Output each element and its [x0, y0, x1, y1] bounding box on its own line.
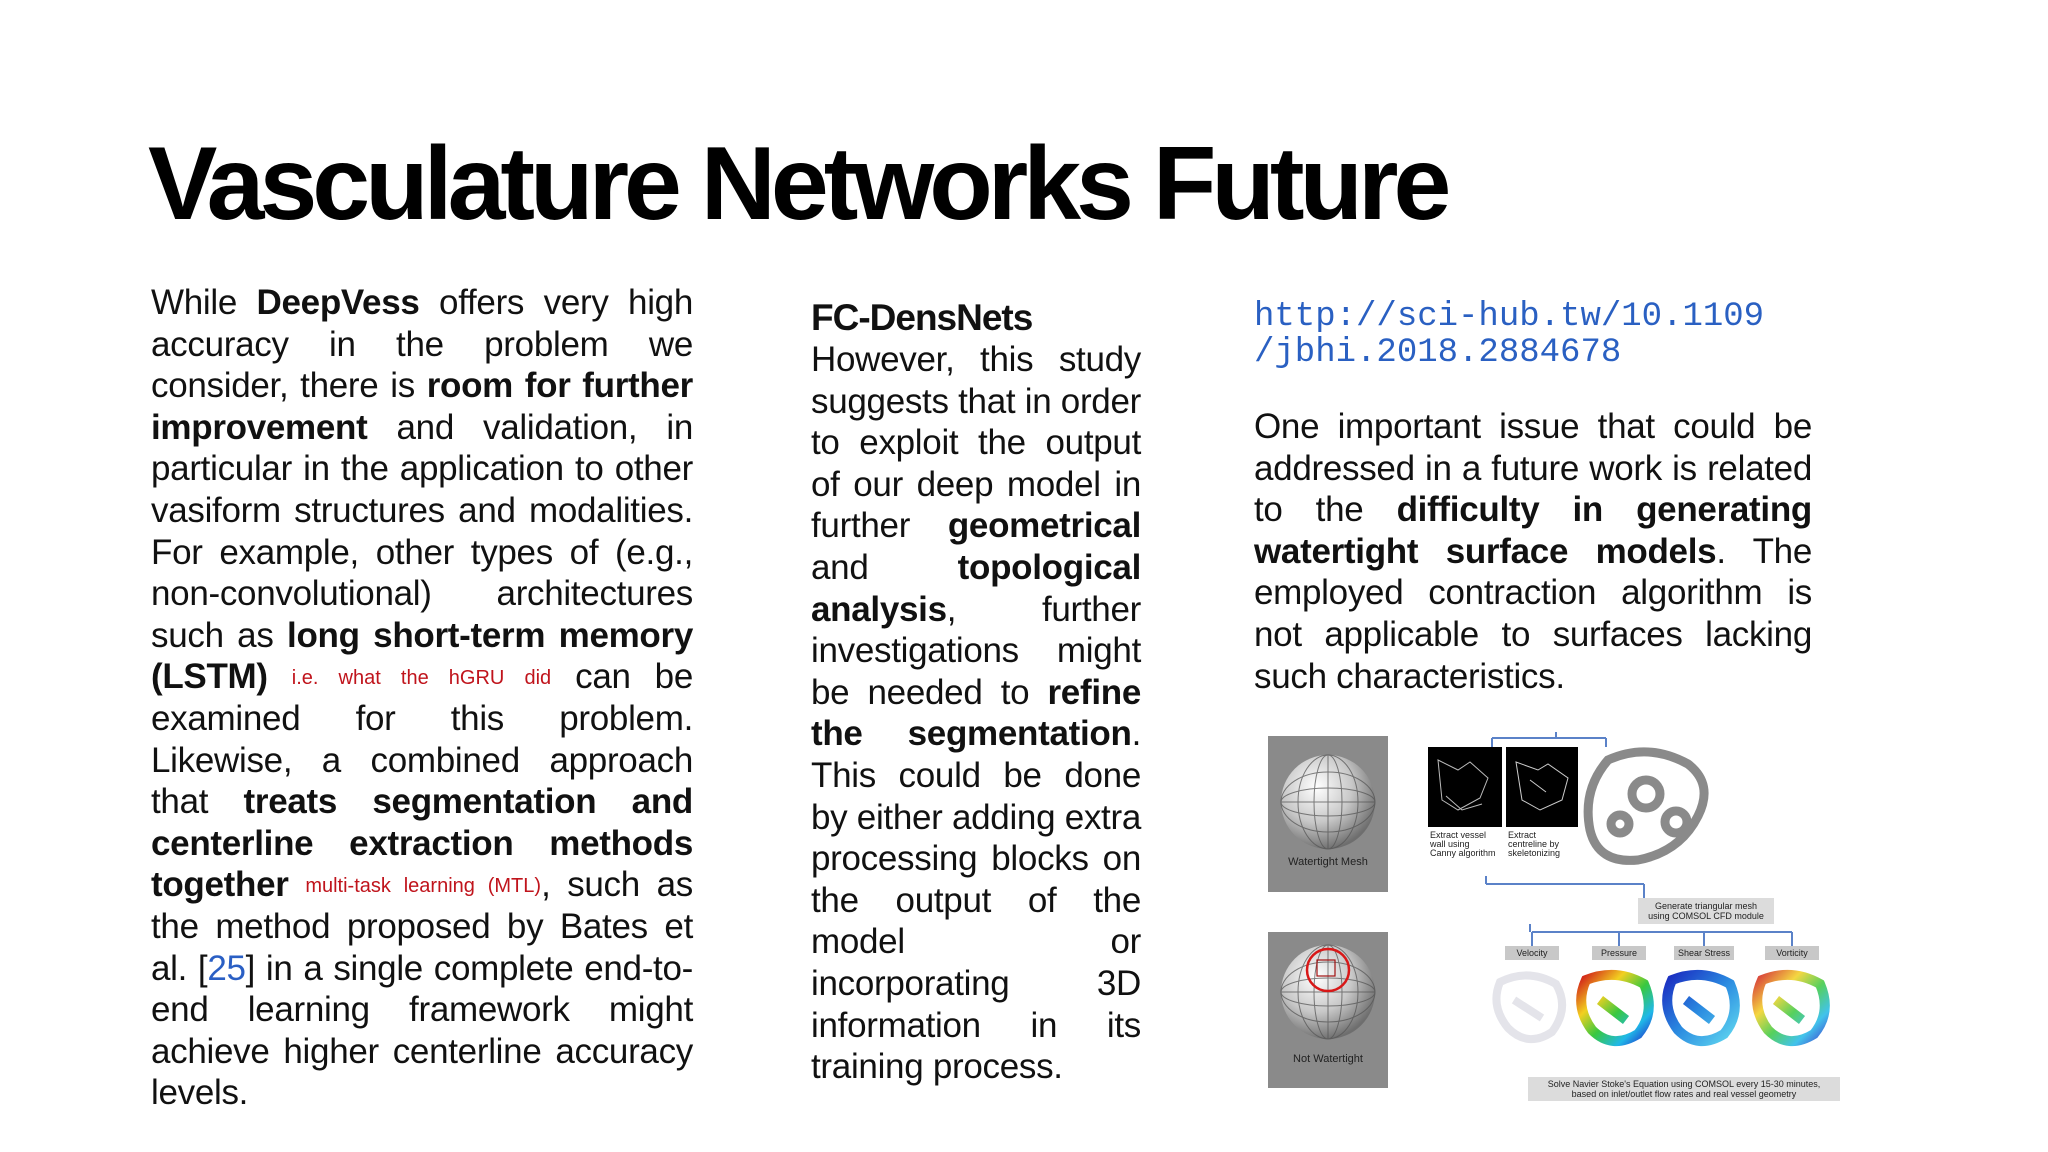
cfd-result-images [1496, 975, 1824, 1041]
slide-title: Vasculature Networks Future [148, 126, 1447, 242]
bold-phrase: long short-term memory (LSTM) [151, 615, 693, 697]
url-line: http://sci-hub.tw/10.1109 [1254, 298, 1765, 336]
text-column-deepvess [151, 282, 693, 1114]
cfd-label-velocity: Velocity [1516, 948, 1548, 958]
cfd-panel-labels [1505, 946, 1819, 960]
bold-phrase: difficulty in generating watertight surface models [1254, 490, 1812, 571]
text-run: and validation, in particular in the application to other vasiform structures and modalities. For example, other types of (e.g., non-convolutional) architectures such as [151, 407, 693, 655]
step-label: Generate triangular mesh using COMSOL CFD module [1648, 901, 1764, 921]
citation-link[interactable]: 25 [207, 948, 246, 988]
text-run: , such as the method proposed by Bates et al. [ [151, 865, 693, 988]
annotation-note: multi-task learning (MTL) [305, 875, 542, 898]
cfd-label-shear-stress: Shear Stress [1677, 948, 1731, 958]
bold-phrase: room for further improvement [151, 366, 693, 447]
bold-term: geometrical [947, 506, 1141, 546]
text-run: and [811, 547, 869, 587]
bold-phrase: treats segmentation and centerline extraction methods together [151, 782, 693, 905]
bold-term-deepvess: DeepVess [256, 283, 420, 322]
bold-term: topological analysis [811, 547, 1141, 629]
text-run: ] in a single complete end-to-end learning framework might achieve higher centerline accuracy levels. [151, 948, 693, 1113]
text-run: , further investigations might be needed to [811, 589, 1141, 712]
bold-phrase: refine the segmentation [811, 672, 1141, 754]
cfd-label-pressure: Pressure [1600, 948, 1638, 958]
not-watertight-mesh-image [1268, 932, 1388, 1088]
annotation-note: i.e. what the hGRU did [291, 667, 552, 690]
vessel-mesh-image [1588, 752, 1704, 861]
text-column-watertight [1254, 406, 1812, 697]
figure-watertight-meshes [1268, 724, 1858, 1112]
text-run: One important issue that could be addressed in a future work is related to the [1254, 407, 1812, 530]
text-run: . This could be done by either adding extra processing blocks on the output of the model or incorporating 3D information in its training process. [811, 714, 1142, 1087]
step-label: Extract centreline by skeletonizing [1508, 830, 1561, 858]
step-label: Extract vessel wall using Canny algorithm [1430, 830, 1496, 858]
text-column-fc-densnets [811, 297, 1141, 1088]
text-run: offers very high accuracy in the problem we consider, there is [151, 283, 693, 406]
text-run: However, this study suggests that in order to exploit the output of our deep model in further [811, 340, 1141, 546]
step-label: Solve Navier Stoke's Equation using COMSOL every 15-30 minutes, based on inlet/outlet flow rates and real vessel geometry [1547, 1079, 1821, 1099]
text-run: . The employed contraction algorithm is not applicable to surfaces lacking such characteristics. [1254, 531, 1812, 696]
mesh-label: Not Watertight [1293, 1053, 1363, 1065]
url-line: /jbhi.2018.2884678 [1254, 334, 1622, 372]
mesh-label: Watertight Mesh [1288, 856, 1368, 868]
cfd-label-vorticity: Vorticity [1776, 948, 1808, 958]
reference-url-link[interactable] [1254, 299, 1764, 371]
cfd-workflow-diagram [1428, 732, 1840, 1101]
text-run: While [151, 283, 238, 322]
column-heading: FC-DensNets [811, 297, 1033, 338]
text-run: can be examined for this problem. Likewise, a combined approach that [151, 657, 693, 822]
watertight-mesh-image [1268, 736, 1388, 892]
